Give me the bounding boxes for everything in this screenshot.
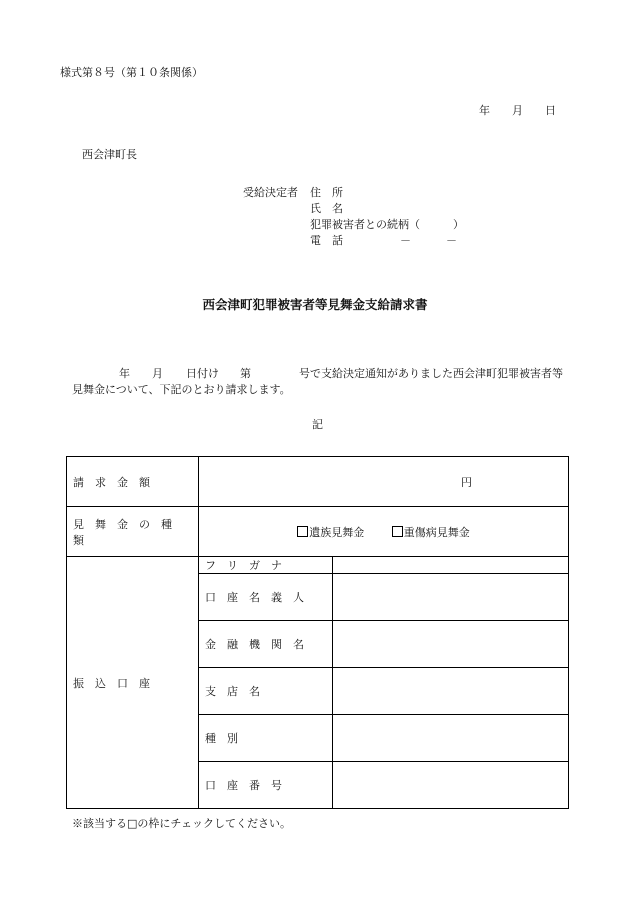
type-row [67, 507, 569, 557]
body-number-prefix: 第 [240, 367, 251, 380]
date-year: 年 [479, 104, 490, 117]
amount-field[interactable] [199, 457, 569, 507]
phone-sep-2: － [446, 234, 457, 247]
account-number-label: 口 座 番 号 [199, 762, 333, 809]
furigana-label: フ リ ガ ナ [199, 557, 333, 574]
date-day: 日 [545, 104, 556, 117]
address-label: 住 所 [310, 186, 343, 199]
form-number: 様式第８号（第１０条関係） [60, 66, 203, 79]
bank-name-field[interactable] [333, 621, 569, 668]
phone-label: 電 話 [310, 234, 343, 247]
body-dated: 日付け [186, 367, 219, 380]
amount-row [67, 457, 569, 507]
ki-label: 記 [312, 418, 323, 431]
option-bereaved-label: 遺族見舞金 [309, 525, 365, 539]
name-label: 氏 名 [310, 202, 343, 215]
body-month: 月 [152, 367, 163, 380]
request-table [66, 456, 569, 809]
option-serious-injury-label: 重傷病見舞金 [403, 525, 470, 539]
type-label: 見 舞 金 の 種 類 [67, 507, 199, 557]
addressee: 西会津町長 [82, 148, 137, 161]
relationship-label: 犯罪被害者との続柄（ ） [310, 218, 464, 231]
applicant-role: 受給決定者 [243, 186, 298, 199]
date-month: 月 [512, 104, 523, 117]
date-line [479, 102, 556, 118]
body-line-2: 見舞金について、下記のとおり請求します。 [72, 383, 291, 396]
furigana-field[interactable] [333, 557, 569, 574]
option-serious-injury[interactable] [392, 524, 470, 540]
body-rest: 号で支給決定通知がありました西会津町犯罪被害者等 [299, 367, 563, 380]
account-holder-field[interactable] [333, 574, 569, 621]
bank-name-label: 金 融 機 関 名 [199, 621, 333, 668]
account-number-field[interactable] [333, 762, 569, 809]
branch-name-field[interactable] [333, 668, 569, 715]
type-options [199, 507, 569, 557]
body-year: 年 [119, 367, 130, 380]
amount-unit: 円 [461, 475, 472, 489]
furigana-row [67, 557, 569, 574]
option-bereaved[interactable] [297, 524, 364, 540]
checkbox-bereaved[interactable] [297, 526, 308, 537]
amount-label: 請 求 金 額 [67, 457, 199, 507]
account-type-label: 種 別 [199, 715, 333, 762]
phone-sep-1: － [400, 234, 411, 247]
page-title: 西会津町犯罪被害者等見舞金支給請求書 [202, 297, 428, 312]
footnote: ※該当する□の枠にチェックしてください。 [72, 817, 292, 830]
transfer-label: 振 込 口 座 [67, 557, 199, 809]
checkbox-serious-injury[interactable] [392, 526, 403, 537]
account-type-field[interactable] [333, 715, 569, 762]
account-holder-label: 口 座 名 義 人 [199, 574, 333, 621]
branch-name-label: 支 店 名 [199, 668, 333, 715]
